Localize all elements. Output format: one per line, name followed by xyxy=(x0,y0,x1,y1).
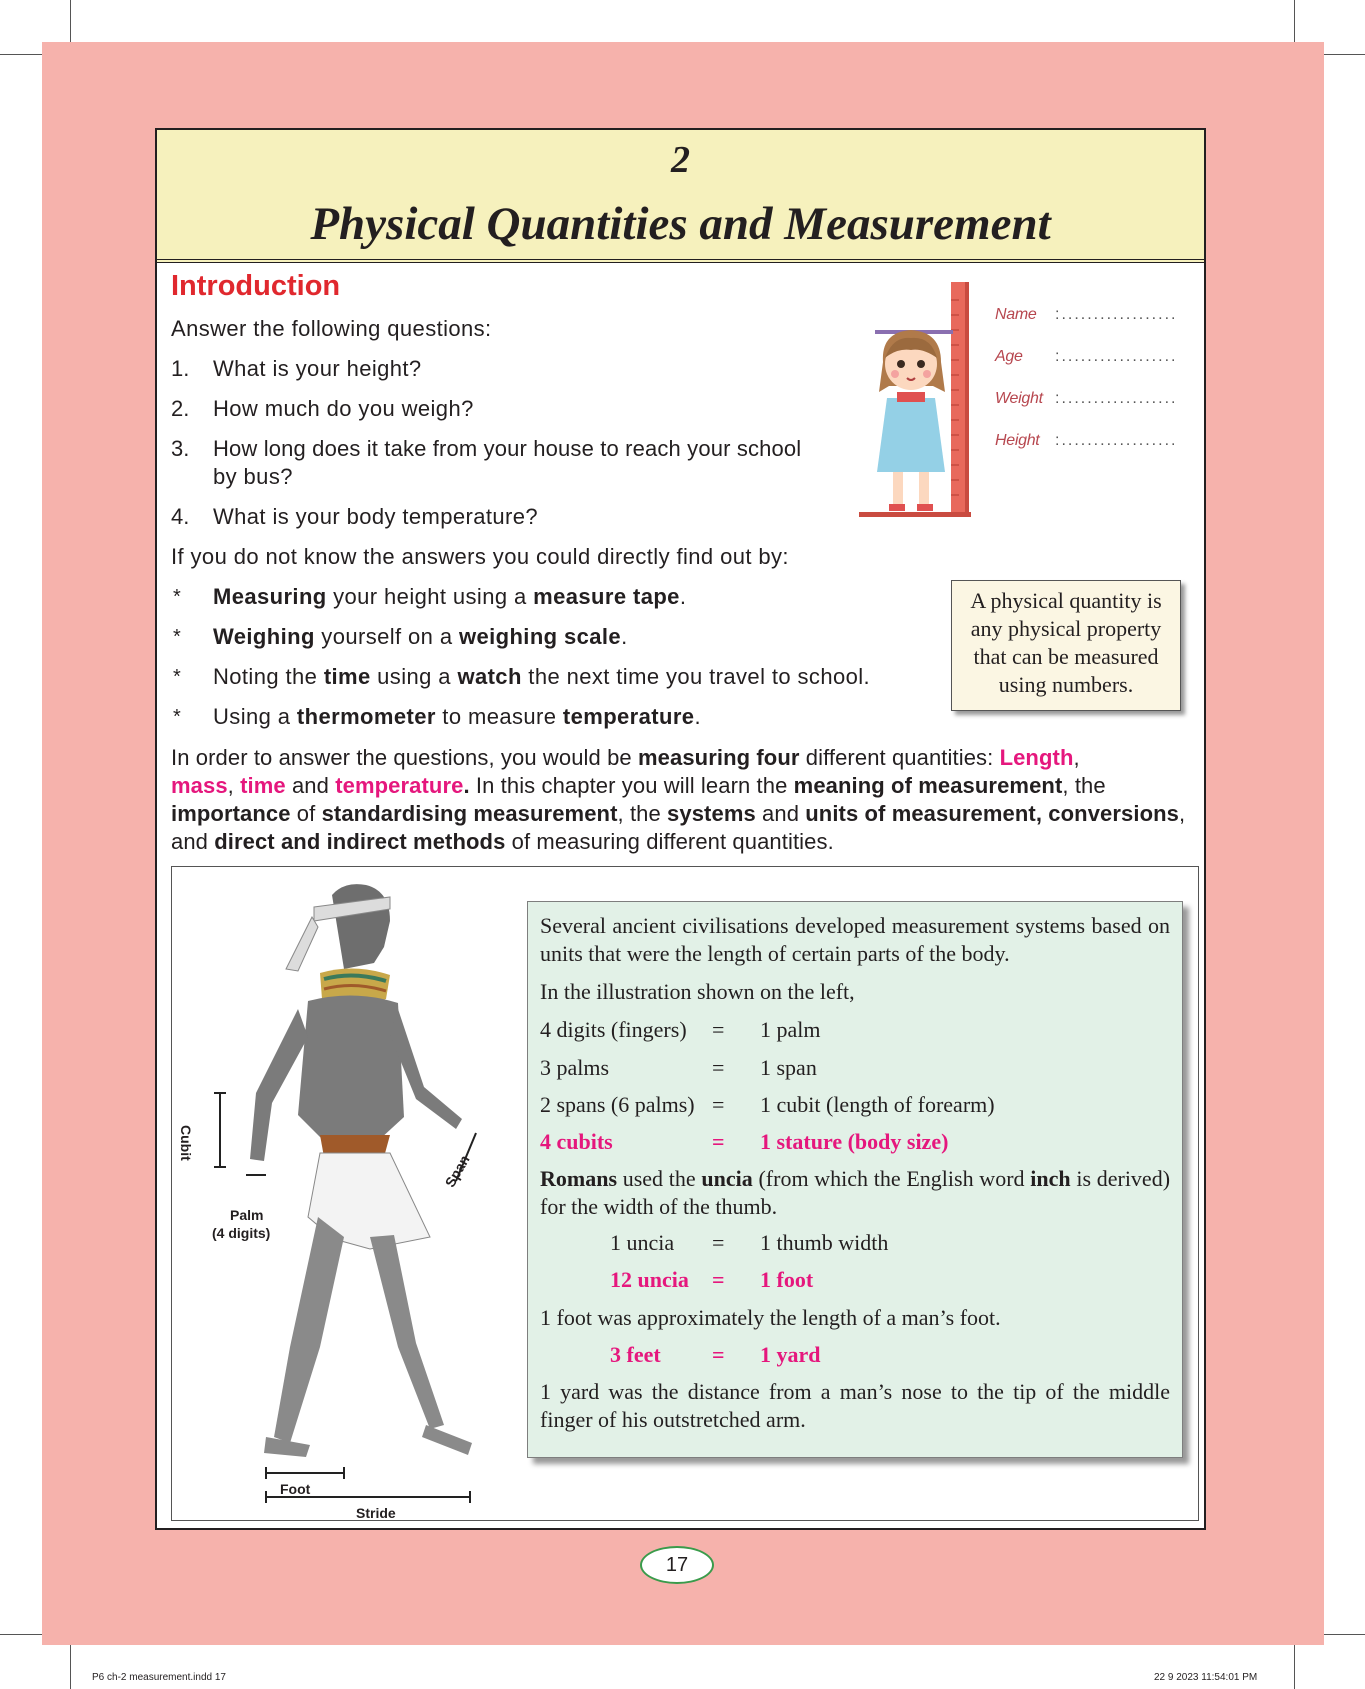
conversion-left: 1 uncia xyxy=(610,1230,675,1255)
conversion-right: 1 palm xyxy=(760,1017,821,1042)
section-heading: Introduction xyxy=(171,270,341,302)
figure-label-foot: Foot xyxy=(280,1481,311,1497)
conversion-left-highlight: 4 cubits xyxy=(540,1129,613,1154)
conversion-right: 1 span xyxy=(760,1055,817,1080)
conversion-left-highlight: 3 feet xyxy=(610,1342,661,1367)
question-number: 2. xyxy=(171,396,190,421)
questions-prompt: Answer the following questions: xyxy=(171,316,492,341)
definition-box: A physical quantity is any physical property that can be measured using numbers. xyxy=(951,580,1181,711)
print-slug-date: 22 9 2023 11:54:01 PM xyxy=(1154,1672,1258,1683)
print-slug-file: P6 ch-2 measurement.indd 17 xyxy=(92,1672,226,1683)
figure-label-palm-digits: (4 digits) xyxy=(212,1225,271,1241)
figure-label-cubit: Cubit xyxy=(178,1125,194,1161)
conversion-right-highlight: 1 yard xyxy=(760,1342,821,1367)
conversion-right: 1 thumb width xyxy=(760,1230,889,1255)
question-text: How long does it take from your house to reach your school xyxy=(213,436,802,461)
bullet: * xyxy=(173,586,181,608)
conversion-equals: = xyxy=(712,1092,725,1117)
bullet: * xyxy=(173,706,181,728)
chapter-title: Physical Quantities and Measurement xyxy=(310,198,1051,250)
intro-paragraph: In order to answer the questions, you would be measuring four different quantities: Length, mass, time and temperature. In this chapter you will learn the meaning of measurement, the importance of standardising measurement, the systems and units of measurement, conversions, and direct and indirect methods of measuring different quantities. xyxy=(171,745,1186,854)
conversion-equals: = xyxy=(712,1017,725,1042)
conversion-right: 1 cubit (length of forearm) xyxy=(760,1092,995,1117)
chart-label-height: Height xyxy=(995,432,1040,449)
content-frame xyxy=(155,128,1206,1530)
info-paragraph: In the illustration shown on the left, xyxy=(540,979,855,1004)
question-number: 1. xyxy=(171,356,190,381)
conversion-equals: = xyxy=(712,1267,725,1292)
page-number: 17 xyxy=(640,1546,714,1584)
fill-in-dots: :.................. xyxy=(1055,390,1178,407)
egyptian-figure-illustration xyxy=(194,877,494,1515)
ancient-measurement-panel xyxy=(171,866,1199,1521)
conversion-equals: = xyxy=(712,1129,725,1154)
conversion-right-highlight: 1 stature (body size) xyxy=(760,1129,949,1154)
info-paragraph: 1 foot was approximately the length of a man’s foot. xyxy=(540,1305,1001,1330)
chapter-number: 2 xyxy=(671,139,690,181)
fill-in-dots: :.................. xyxy=(1055,306,1178,323)
conversion-equals: = xyxy=(712,1230,725,1255)
romans-paragraph: Romans used the uncia (from which the English word inch is derived) for the width of the thumb. xyxy=(540,1166,1171,1219)
info-paragraph: 1 yard was the distance from a man’s nose to the tip of the middle finger of his outstretched arm. xyxy=(540,1379,1170,1432)
bullet-text: Using a thermometer to measure temperature. xyxy=(213,704,701,729)
chart-label-age: Age xyxy=(995,348,1023,365)
question-text: How much do you weigh? xyxy=(213,396,474,421)
question-text: What is your body temperature? xyxy=(213,504,539,529)
figure-label-stride: Stride xyxy=(356,1505,396,1521)
chart-label-weight: Weight xyxy=(995,390,1043,407)
bullet-text: Measuring your height using a measure tape. xyxy=(213,584,687,609)
figure-label-palm: Palm xyxy=(230,1207,264,1223)
conversion-right-highlight: 1 foot xyxy=(760,1267,814,1292)
info-paragraph: Several ancient civilisations developed measurement systems based on units that were the length of certain parts of the body. xyxy=(540,913,1170,966)
find-out-text: If you do not know the answers you could directly find out by: xyxy=(171,544,789,569)
conversion-equals: = xyxy=(712,1342,725,1367)
question-text-cont: by bus? xyxy=(213,464,293,489)
bullet: * xyxy=(173,666,181,688)
height-chart-illustration xyxy=(859,280,1189,526)
conversion-left: 4 digits (fingers) xyxy=(540,1017,687,1042)
fill-in-dots: :.................. xyxy=(1055,348,1178,365)
figure-label-span: Span xyxy=(441,1152,473,1190)
fill-in-dots: :.................. xyxy=(1055,432,1178,449)
question-text: What is your height? xyxy=(213,356,422,381)
question-number: 4. xyxy=(171,504,190,529)
chapter-header xyxy=(157,130,1204,263)
conversion-left: 3 palms xyxy=(540,1055,610,1080)
conversion-left: 2 spans (6 palms) xyxy=(540,1092,695,1117)
body-units-info-box xyxy=(527,901,1183,1458)
conversion-equals: = xyxy=(712,1055,725,1080)
conversion-left-highlight: 12 uncia xyxy=(610,1267,689,1292)
chart-label-name: Name xyxy=(995,306,1037,323)
bullet-text: Weighing yourself on a weighing scale. xyxy=(213,624,628,649)
bullet-text: Noting the time using a watch the next time you travel to school. xyxy=(213,664,871,689)
bullet: * xyxy=(173,626,181,648)
question-number: 3. xyxy=(171,436,190,461)
